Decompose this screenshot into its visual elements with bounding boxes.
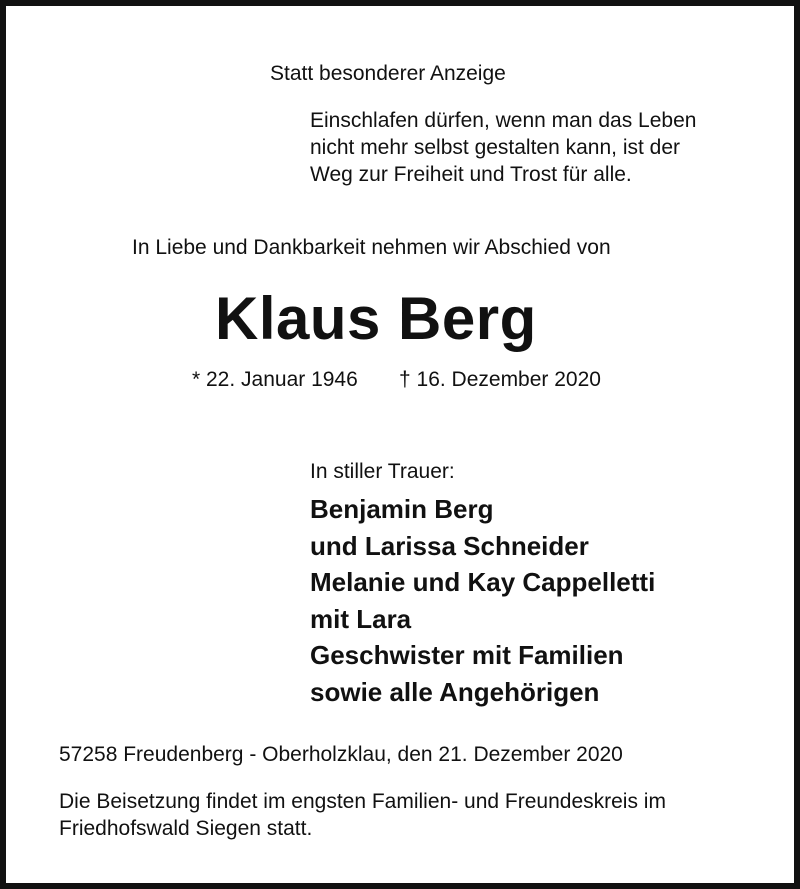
- motto-line: Einschlafen dürfen, wenn man das Leben: [310, 109, 697, 132]
- mourner-line: und Larissa Schneider: [310, 530, 589, 561]
- mourning-label: In stiller Trauer:: [310, 460, 455, 483]
- mourner-line: Geschwister mit Familien: [310, 640, 624, 670]
- motto-line: nicht mehr selbst gestalten kann, ist der: [310, 136, 681, 159]
- farewell-intro: In Liebe und Dankbarkeit nehmen wir Abschied von: [132, 236, 611, 259]
- deceased-name: Klaus Berg: [215, 285, 537, 352]
- mourner-line: sowie alle Angehörigen: [310, 676, 600, 707]
- burial-note: [59, 788, 666, 842]
- mourners-list: [310, 491, 655, 710]
- motto-line: Weg zur Freiheit und Trost für alle.: [310, 163, 632, 186]
- motto-quote: [310, 107, 696, 188]
- death-date: † 16. Dezember 2020: [399, 368, 601, 391]
- burial-note-line: Friedhofswald Siegen statt.: [59, 817, 313, 840]
- mourner-line: mit Lara: [310, 603, 412, 634]
- place-and-date: 57258 Freudenberg - Oberholzklau, den 21. Dezember 2020: [59, 743, 623, 766]
- burial-note-line: Die Beisetzung findet im engsten Familien- und Freundeskreis im: [59, 790, 666, 813]
- notice-header: Statt besonderer Anzeige: [270, 62, 506, 85]
- mourner-line: Benjamin Berg: [310, 494, 494, 524]
- mourner-line: Melanie und Kay Cappelletti: [310, 567, 656, 597]
- birth-date: * 22. Januar 1946: [192, 368, 358, 391]
